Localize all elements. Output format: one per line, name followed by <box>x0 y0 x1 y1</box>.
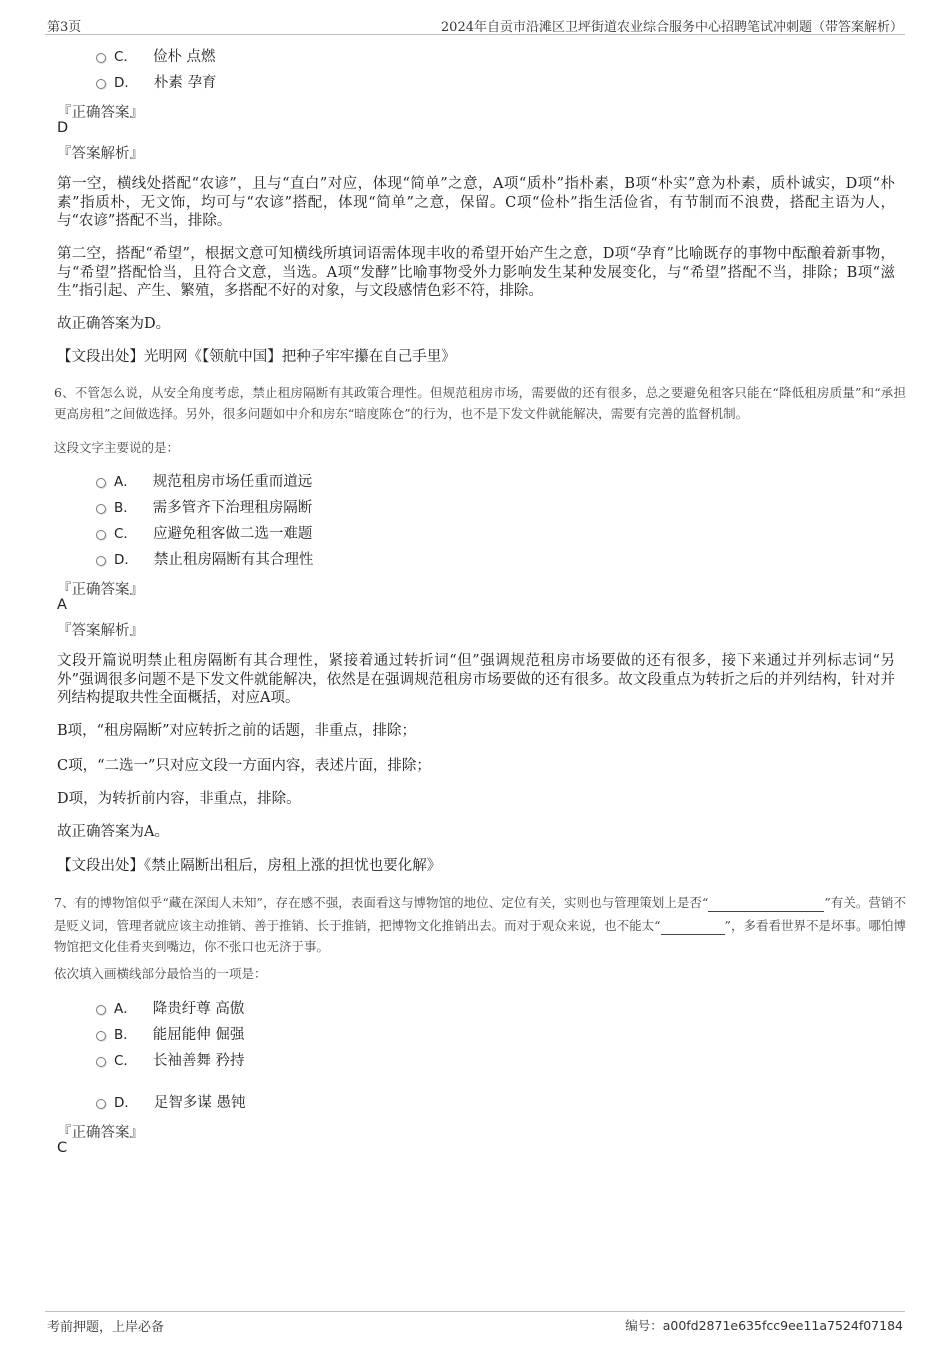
q6-prompt: 这段文字主要说的是： <box>54 440 180 455</box>
q7-option-d[interactable]: D． 足智多谋 愚钝 <box>96 1093 246 1113</box>
q7-answer-label: 『正确答案』 <box>57 1125 144 1141</box>
radio-icon[interactable] <box>96 53 106 63</box>
page-footer <box>45 1311 905 1335</box>
radio-icon[interactable] <box>96 1057 106 1067</box>
q7-option-b[interactable]: B． 能屈能伸 倔强 <box>96 1025 244 1045</box>
q5-source: 【文段出处】光明网《【领航中国】把种子牢牢攥在自己手里》 <box>57 349 456 365</box>
q6-option-a[interactable]: A． 规范租房市场任重而道远 <box>96 472 312 492</box>
radio-icon[interactable] <box>96 1031 106 1041</box>
q6-analysis-paragraph: 文段开篇说明禁止租房隔断有其合理性，紧接着通过转折词“但”强调规范租房市场要做的还有很多，接下来通过并列标志词“另外”强调很多问题不是下发文件就能解决，依然是在强调规范租房市场要做的还有很多。故文段重点为转折之后的并列结构，针对并列结构提取共性全面概括，对应A项。 <box>57 653 895 706</box>
q7-answer: C <box>57 1140 68 1156</box>
radio-icon[interactable] <box>96 1099 106 1109</box>
q6-answer: A <box>57 597 67 613</box>
serial-number: 编号：a00fd2871e635fcc9ee11a7524f07184 <box>625 1318 903 1333</box>
q7-prompt: 依次填入画横线部分最恰当的一项是： <box>54 966 267 981</box>
q6-option-d[interactable]: D． 禁止租房隔断有其合理性 <box>96 550 313 570</box>
blank-line <box>661 913 725 935</box>
q5-analysis-paragraph: 第一空，横线处搭配“农谚”，且与“直白”对应，体现“简单”之意，A项“质朴”指朴素，B项“朴实”意为朴素，质朴诚实，D项“朴素”指质朴，无文饰，均可与“农谚”搭配，体现“简单”之意，保留。C项“俭朴”指生活俭省，有节制而不浪费，搭配主语为人，与“农谚”搭配不当，排除。 <box>57 176 895 229</box>
q5-analysis-paragraph: 第二空，搭配“希望”，根据文意可知横线所填词语需体现丰收的希望开始产生之意，D项“孕育”比喻既存的事物中酝酿着新事物，与“希望”搭配恰当，且符合文意，当选。A项“发酵”比喻事物受外力影响发生某种发展变化，与“希望”搭配不当，排除；B项“滋生”指引起、产生、繁殖，多搭配不好的对象，与文段感情色彩不符，排除。 <box>57 246 895 299</box>
radio-icon[interactable] <box>96 79 106 89</box>
q5-analysis-label: 『答案解析』 <box>57 146 144 162</box>
radio-icon[interactable] <box>96 504 106 514</box>
q6-option-b[interactable]: B． 需多管齐下治理租房隔断 <box>96 498 312 518</box>
radio-icon[interactable] <box>96 530 106 540</box>
q6-source: 【文段出处】《禁止隔断出租后，房租上涨的担忧也要化解》 <box>57 858 442 874</box>
q6-analysis-label: 『答案解析』 <box>57 623 144 639</box>
blank-line <box>708 890 824 912</box>
q6-question: 6、不管怎么说，从安全角度考虑，禁止租房隔断有其政策合理性。但规范租房市场，需要做的还有很多，总之要避免租客只能在“降低租房质量”和“承担更高房租”之间做选择。另外，很多问题如中介和房东“暗度陈仓”的行为，也不是下发文件就能解决，需要有完善的监督机制。 <box>54 385 906 421</box>
page-header <box>45 14 905 35</box>
q7-option-a[interactable]: A． 降贵纡尊 高傲 <box>96 999 244 1019</box>
page-number: 第3页 <box>47 20 82 35</box>
q6-answer-label: 『正确答案』 <box>57 582 144 598</box>
q5-option-d[interactable]: D． 朴素 孕育 <box>96 73 217 93</box>
q6-option-c[interactable]: C． 应避免租客做二选一难题 <box>96 524 312 544</box>
document-title: 2024年自贡市沿滩区卫坪街道农业综合服务中心招聘笔试冲刺题（带答案解析） <box>440 20 903 35</box>
q6-conclusion: 故正确答案为A。 <box>57 824 169 840</box>
radio-icon[interactable] <box>96 556 106 566</box>
q7-option-c[interactable]: C． 长袖善舞 矜持 <box>96 1051 245 1071</box>
q6-analysis-paragraph: B项，“租房隔断”对应转折之前的话题，非重点，排除； <box>57 723 416 739</box>
q5-option-c[interactable]: C． 俭朴 点燃 <box>96 47 216 67</box>
q5-conclusion: 故正确答案为D。 <box>57 316 171 332</box>
radio-icon[interactable] <box>96 478 106 488</box>
q6-analysis-paragraph: D项，为转折前内容，非重点，排除。 <box>57 791 301 807</box>
q5-answer-label: 『正确答案』 <box>57 105 144 121</box>
radio-icon[interactable] <box>96 1005 106 1015</box>
footer-slogan: 考前押题，上岸必备 <box>47 1320 165 1335</box>
q5-answer: D <box>57 120 69 136</box>
q6-analysis-paragraph: C项，“二选一”只对应文段一方面内容，表述片面，排除； <box>57 758 431 774</box>
q7-question: 7、有的博物馆似乎“藏在深闺人未知”，存在感不强，表面看这与博物馆的地位、定位有关，实则也与管理策划上是否“ ”有关。营销不是贬义词，管理者就应该主动推销、善于推销、长于推销，把博物文化推销出去。而对于观众来说，也不能太“ ”，多看看世界不是坏事。哪怕博物馆把文化佳肴夹到嘴边，你不张口也无济于事。 <box>54 890 906 957</box>
